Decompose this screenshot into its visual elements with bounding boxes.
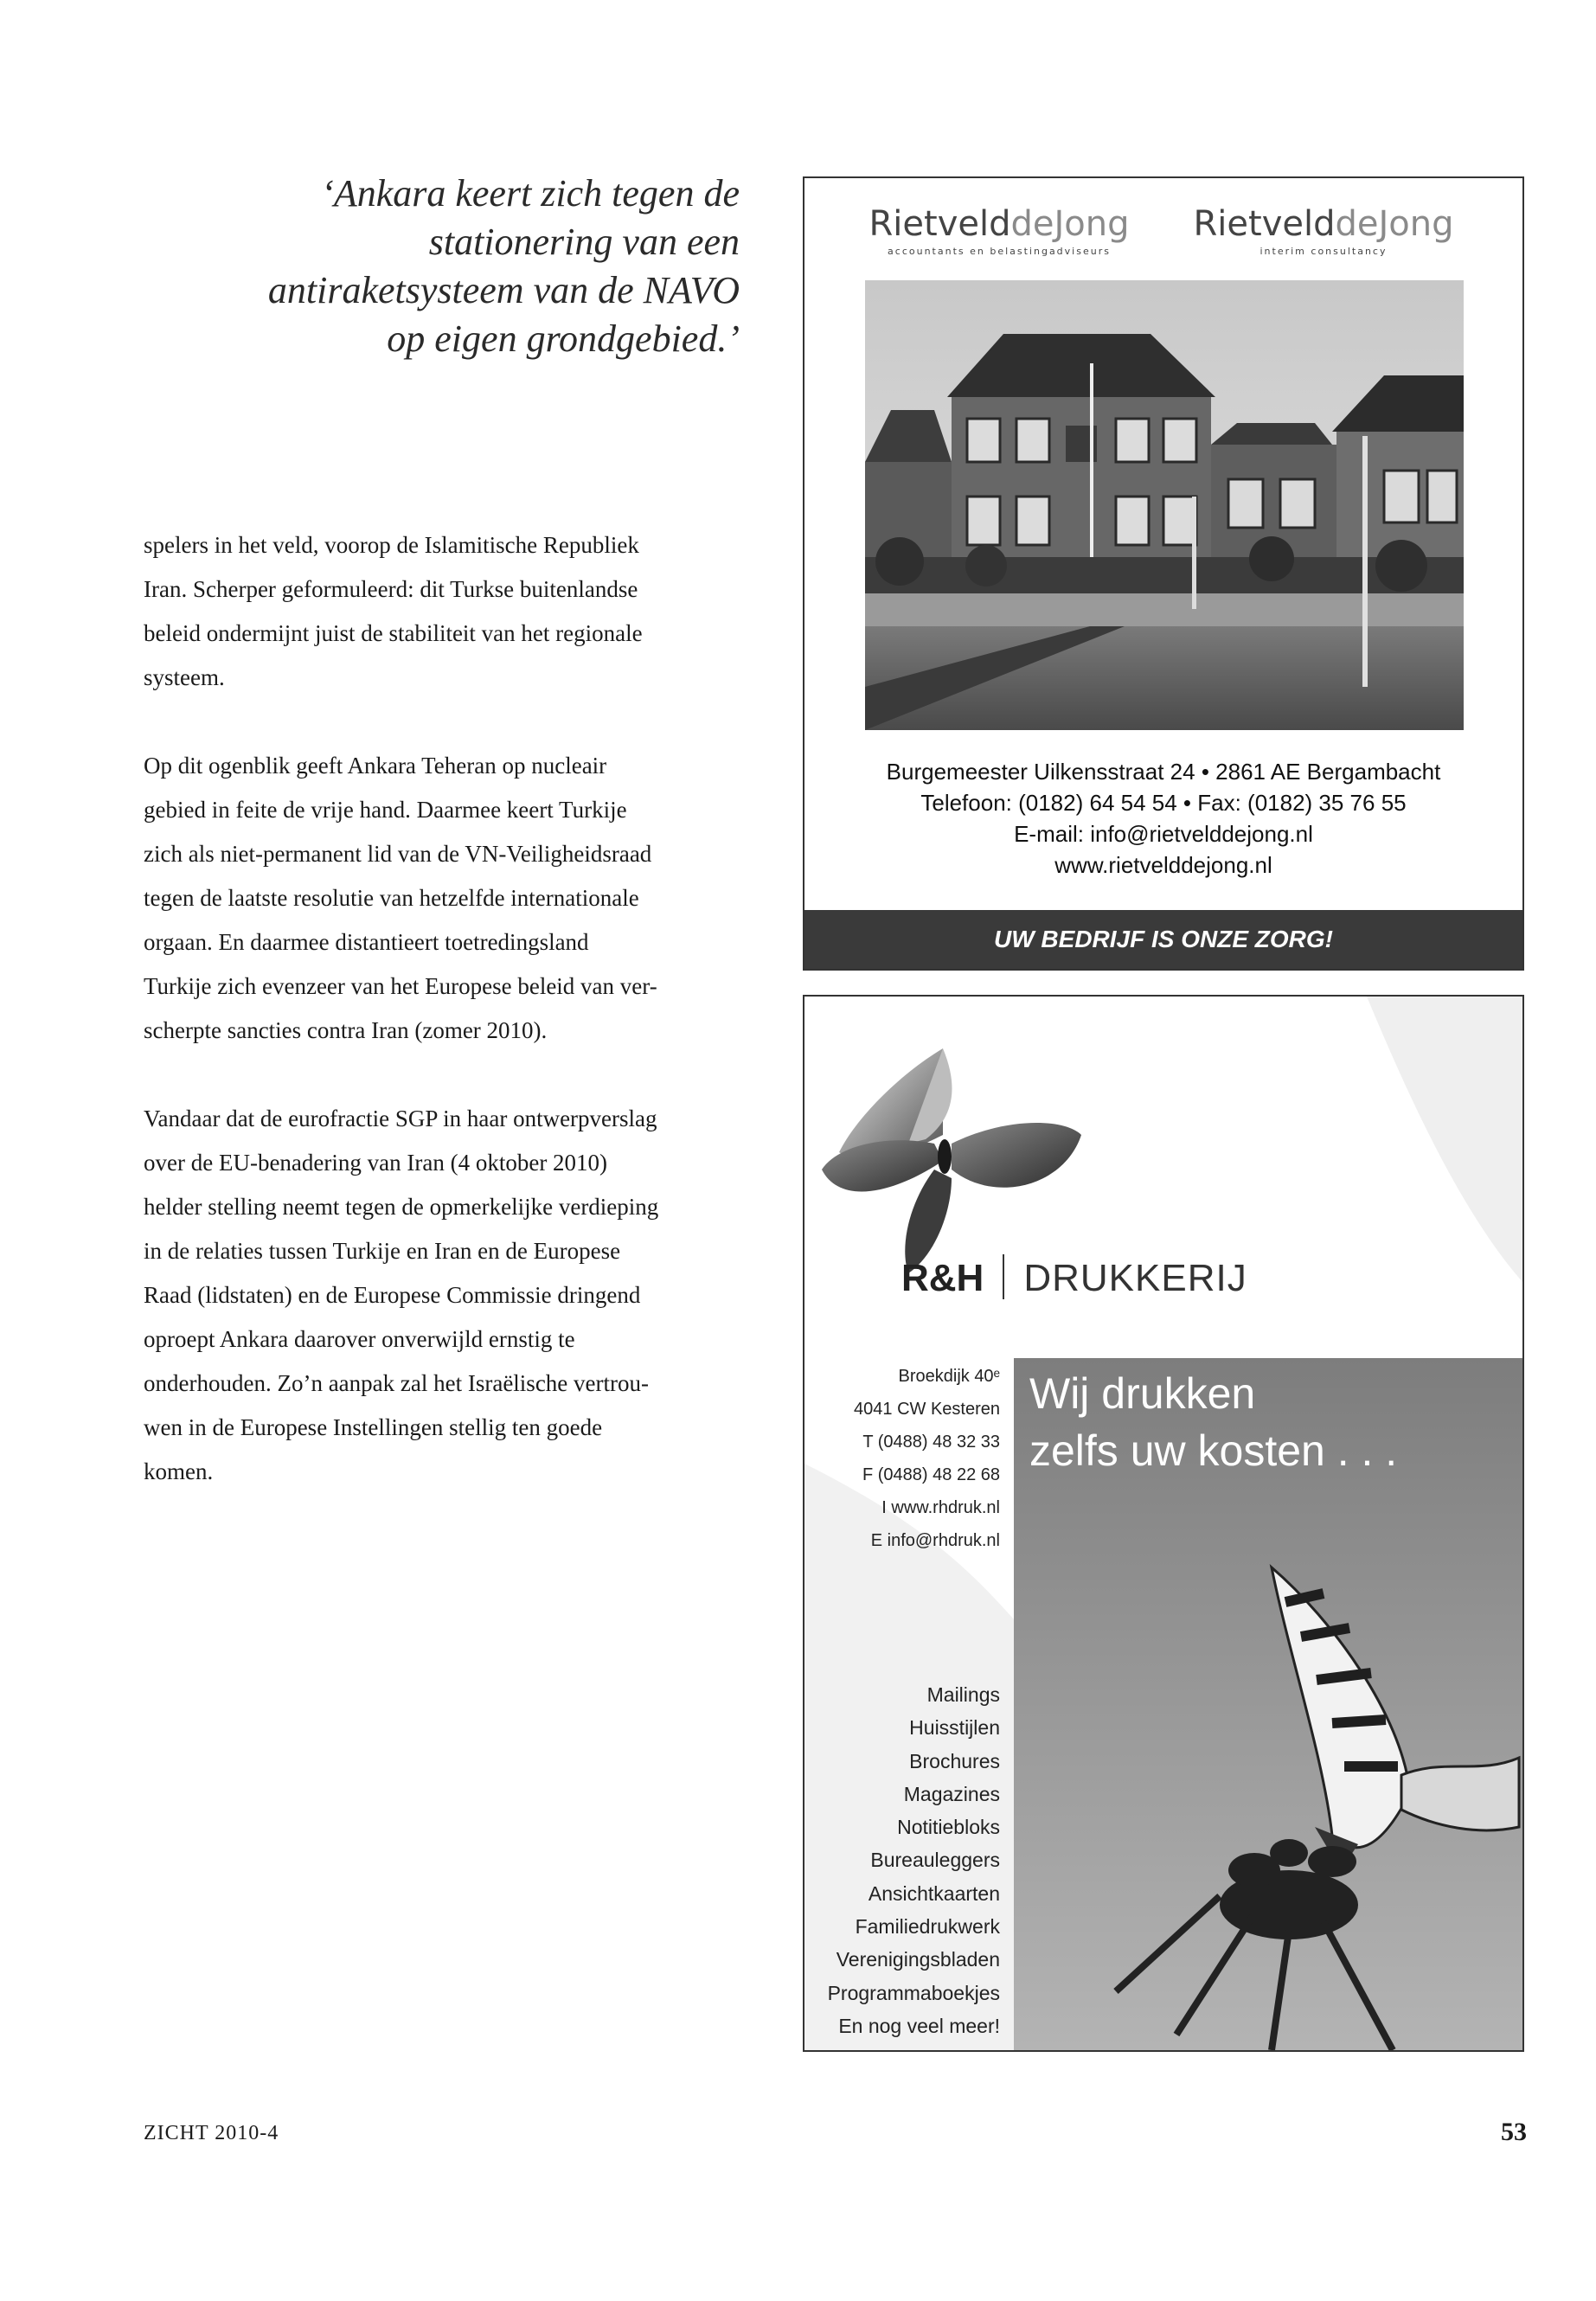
text-line: Raad (lidstaten) en de Europese Commissie dringend <box>144 1282 641 1308</box>
email-line: E-mail: info@rietvelddejong.nl <box>1014 821 1313 847</box>
logo-accountants <box>852 204 1146 257</box>
brand-name: R&H <box>901 1257 984 1299</box>
pull-quote-line: antiraketsysteem van de NAVO <box>267 269 740 311</box>
logo-name-light: deJong <box>1010 204 1130 244</box>
ad-rietveld-dejong <box>803 176 1524 971</box>
text-line: spelers in het veld, voorop de Islamitische Republiek <box>144 532 639 558</box>
brand-logo <box>901 1254 1247 1300</box>
paragraph <box>144 523 749 700</box>
service-item: Programmaboekjes <box>827 1981 1000 2004</box>
text-line: scherpte sancties contra Iran (zomer 2010). <box>144 1017 548 1043</box>
text-line: tegen de laatste resolutie van hetzelfde internationale <box>144 885 639 911</box>
text-line: over de EU-benadering van Iran (4 oktober 2010) <box>144 1150 608 1176</box>
brand-suffix: DRUKKERIJ <box>1023 1257 1247 1299</box>
phone-line: Telefoon: (0182) 64 54 54 • Fax: (0182) 35 76 55 <box>920 790 1407 816</box>
contact-line: 4041 CW Kesteren <box>854 1400 1000 1419</box>
service-item: En nog veel meer! <box>838 2014 1000 2037</box>
contact-block <box>854 1360 1000 1557</box>
logo-name-dark: Rietveld <box>1193 204 1336 244</box>
text-line: beleid ondermijnt juist de stabiliteit van het regionale <box>144 620 643 646</box>
text-line: Turkije zich evenzeer van het Europese beleid van ver- <box>144 973 657 999</box>
article-body <box>144 523 749 1538</box>
logo-interim <box>1176 204 1471 257</box>
paragraph <box>144 1097 749 1494</box>
service-item: Huisstijlen <box>909 1716 1000 1740</box>
text-line: komen. <box>144 1458 214 1484</box>
text-line: orgaan. En daarmee distantieert toetredingsland <box>144 929 589 955</box>
tagline-line: zelfs uw kosten . . . <box>1029 1426 1398 1475</box>
text-line: systeem. <box>144 664 225 690</box>
contact-line: I www.rhdruk.nl <box>881 1498 1000 1517</box>
brand-divider <box>1003 1254 1004 1299</box>
address-line: Burgemeester Uilkensstraat 24 • 2861 AE Bergambacht <box>886 759 1441 785</box>
ad-rh-drukkerij <box>803 995 1524 2052</box>
contact-line: F (0488) 48 22 68 <box>862 1465 1000 1484</box>
contact-line: T (0488) 48 32 33 <box>862 1433 1000 1452</box>
service-item: Magazines <box>903 1782 1000 1805</box>
website-line: www.rietvelddejong.nl <box>1054 852 1272 878</box>
service-item: Verenigingsbladen <box>836 1948 1000 1971</box>
service-item: Ansichtkaarten <box>868 1881 1000 1905</box>
office-building-photo <box>865 280 1464 730</box>
slogan-bar: UW BEDRIJF IS ONZE ZORG! <box>804 910 1522 969</box>
contact-line: E info@rhdruk.nl <box>870 1531 1000 1550</box>
contact-line: Broekdijk 40ᵉ <box>898 1367 1000 1386</box>
butterfly-logo-icon <box>822 1048 1081 1273</box>
text-line: in de relaties tussen Turkije en Iran en de Europese <box>144 1238 621 1264</box>
service-item: Mailings <box>926 1683 1000 1706</box>
text-line: wen in de Europese Instellingen stellig ten goede <box>144 1414 603 1440</box>
logo-subtitle: accountants en belastingadviseurs <box>888 246 1111 257</box>
service-item: Brochures <box>909 1749 1000 1772</box>
text-line: oproept Ankara daarover onverwijld ernstig te <box>144 1326 575 1352</box>
text-line: zich als niet-permanent lid van de VN-Veiligheidsraad <box>144 841 652 867</box>
service-item: Notitiebloks <box>897 1816 1000 1839</box>
text-line: onderhouden. Zo’n aanpak zal het Israëlische vertrou- <box>144 1370 649 1396</box>
page-number: 53 <box>1501 2118 1527 2146</box>
text-line: gebied in feite de vrije hand. Daarmee keert Turkije <box>144 797 627 823</box>
text-line: Op dit ogenblik geeft Ankara Teheran op nucleair <box>144 753 607 779</box>
paragraph <box>144 744 749 1053</box>
tagline <box>1029 1365 1397 1479</box>
pull-quote-line: op eigen grondgebied.’ <box>387 317 740 360</box>
text-line: Vandaar dat de eurofractie SGP in haar ontwerpverslag <box>144 1106 657 1131</box>
tagline-line: Wij drukken <box>1029 1369 1256 1418</box>
text-line: helder stelling neemt tegen de opmerkelijke verdieping <box>144 1194 659 1220</box>
services-list <box>828 1678 1000 2042</box>
contact-address <box>804 756 1522 881</box>
logo-name-light: deJong <box>1335 204 1454 244</box>
pull-quote-line: ‘Ankara keert zich tegen de <box>321 172 740 215</box>
logo-subtitle: interim consultancy <box>1259 246 1388 257</box>
logo-name-dark: Rietveld <box>869 204 1011 244</box>
pull-quote <box>138 170 740 363</box>
magazine-issue: ZICHT 2010-4 <box>144 2122 279 2144</box>
text-line: Iran. Scherper geformuleerd: dit Turkse buitenlandse <box>144 576 638 602</box>
service-item: Bureauleggers <box>870 1849 1000 1872</box>
pull-quote-line: stationering van een <box>428 221 740 263</box>
service-item: Familiedrukwerk <box>855 1915 1000 1939</box>
